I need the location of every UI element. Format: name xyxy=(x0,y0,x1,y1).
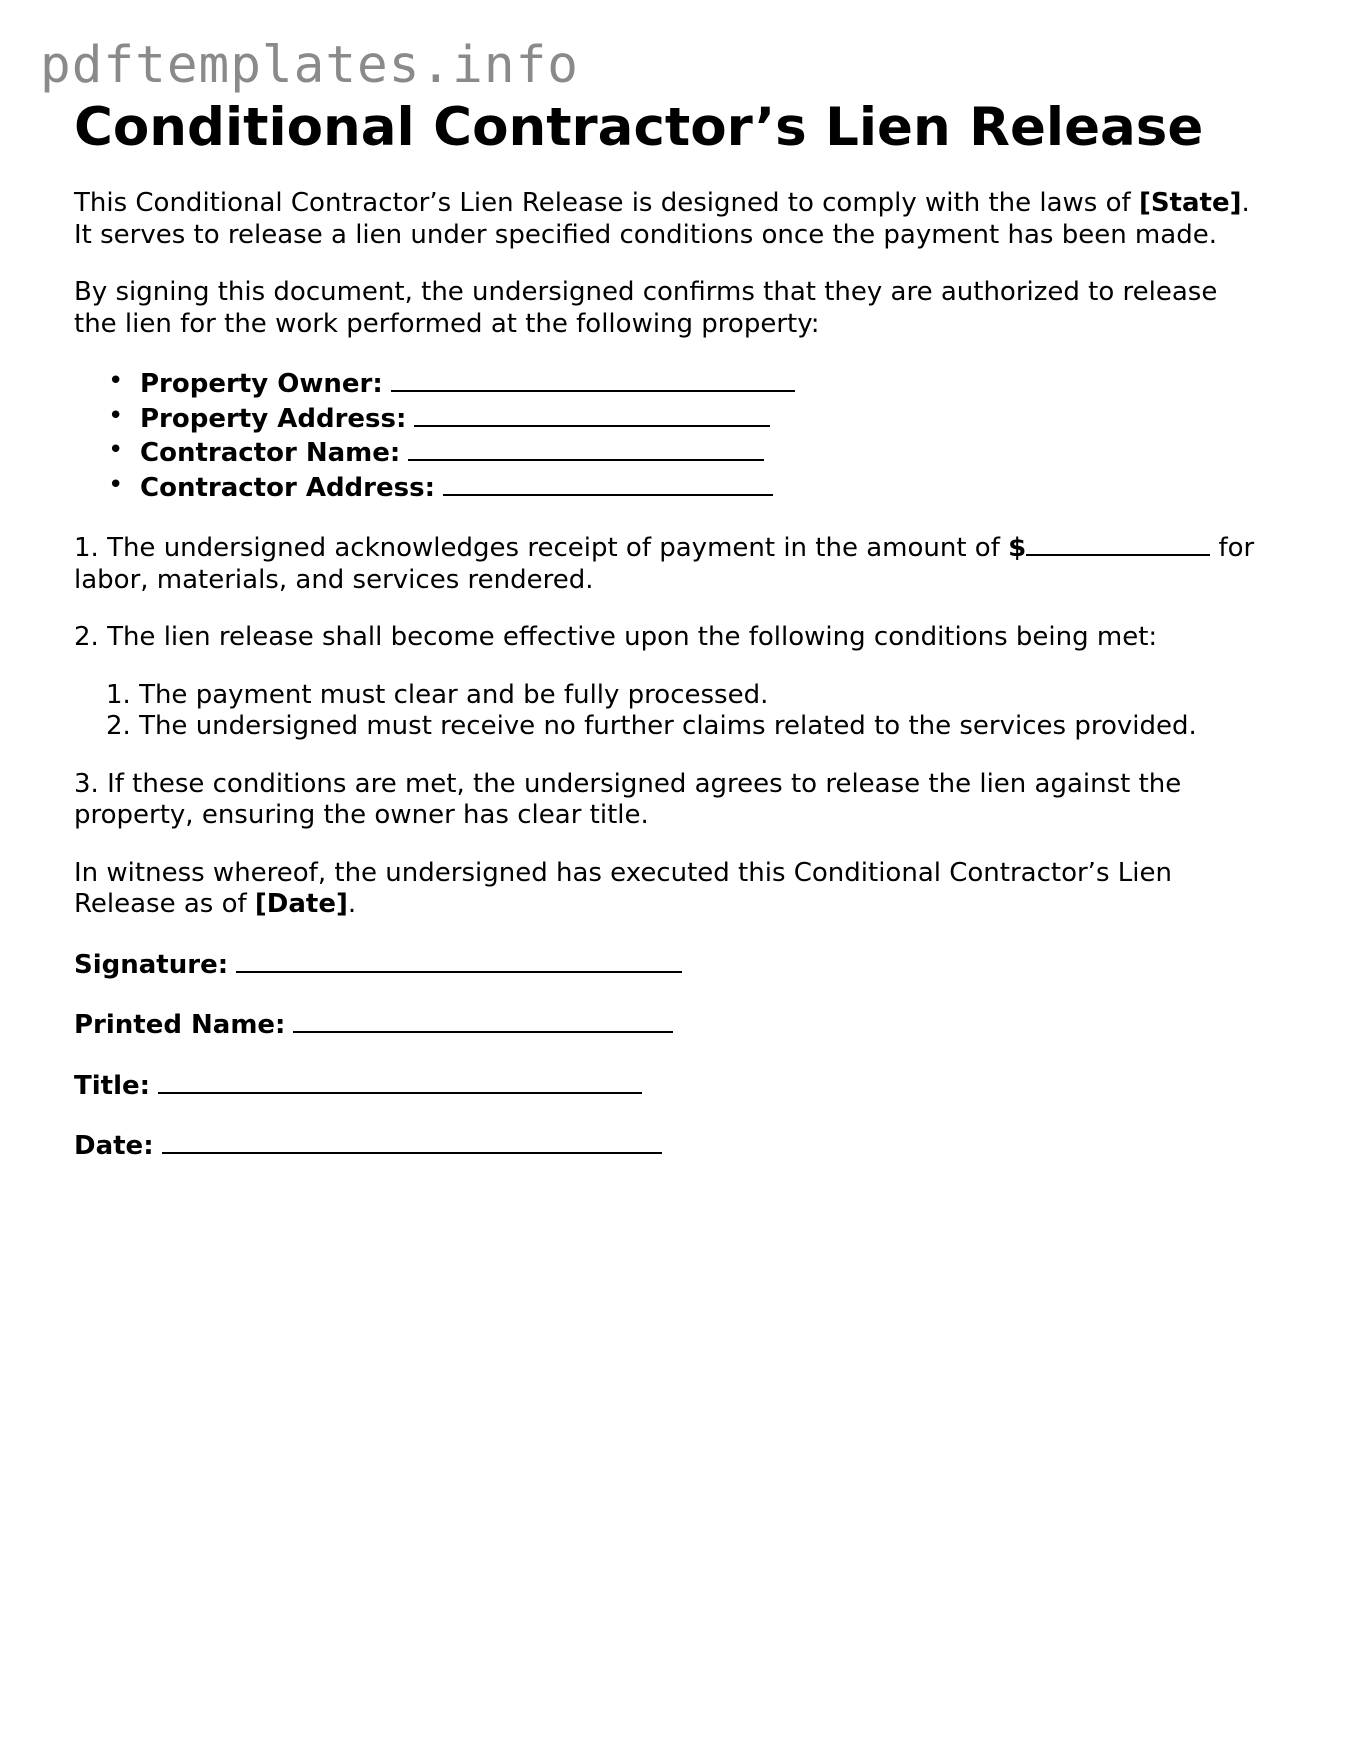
payment-amount-blank[interactable] xyxy=(1026,530,1210,556)
witness-paragraph xyxy=(74,858,1214,921)
contractor-address-label: Contractor Address: xyxy=(140,472,435,503)
signature-field[interactable] xyxy=(74,947,1294,982)
witness-text-end: . xyxy=(347,889,357,919)
contractor-name-field[interactable] xyxy=(140,435,1294,470)
title-label: Title: xyxy=(74,1070,151,1101)
condition-item: 2. The undersigned must receive no further claims related to the services provided. xyxy=(106,711,1197,741)
clause-2: 2. The lien release shall become effective upon the following conditions being met: xyxy=(74,622,1158,652)
witness-text: In witness whereof, the undersigned has executed this Conditional Contractor’s Lien Release as of xyxy=(74,857,1172,919)
contractor-address-blank[interactable] xyxy=(443,470,773,496)
intro-text-end: . xyxy=(1241,188,1250,218)
property-owner-label: Property Owner: xyxy=(140,369,383,399)
document-page xyxy=(74,96,1294,1163)
clause-1-text: 1. The undersigned acknowledges receipt of payment in the amount of xyxy=(74,533,1009,563)
property-fields-list xyxy=(74,366,1294,504)
property-address-blank[interactable] xyxy=(414,401,770,427)
intro-paragraph xyxy=(74,188,1294,251)
signature-label: Signature: xyxy=(74,949,229,980)
state-placeholder: [State] xyxy=(1138,188,1242,218)
date-blank[interactable] xyxy=(162,1128,662,1154)
contractor-name-label: Contractor Name: xyxy=(140,438,401,468)
currency-symbol: $ xyxy=(1008,533,1027,563)
property-address-label: Property Address: xyxy=(140,403,407,434)
document-title: Conditional Contractor’s Lien Release xyxy=(74,97,1204,158)
printed-name-field[interactable] xyxy=(74,1007,1294,1042)
intro-line2: It serves to release a lien under specified conditions once the payment has been made. xyxy=(74,219,1217,250)
title-field[interactable] xyxy=(74,1068,1294,1103)
clause-1-text-end: for labor, materials, and services rendered. xyxy=(74,533,1255,595)
property-owner-blank[interactable] xyxy=(391,366,795,392)
conditions-list xyxy=(74,680,1294,743)
contractor-name-blank[interactable] xyxy=(408,435,764,461)
clause-3: 3. If these conditions are met, the undersigned agrees to release the lien against the property, ensuring the owner has clear title. xyxy=(74,768,1182,830)
property-owner-field[interactable] xyxy=(140,366,1294,401)
clause-1 xyxy=(74,530,1274,596)
watermark: pdftemplates.info xyxy=(40,36,579,95)
date-field[interactable] xyxy=(74,1128,1294,1163)
date-placeholder: [Date] xyxy=(254,889,348,919)
contractor-address-field[interactable] xyxy=(140,470,1294,505)
condition-item: 1. The payment must clear and be fully processed. xyxy=(106,679,769,710)
signing-statement: By signing this document, the undersigned confirms that they are authorized to release the lien for the work performed at the following property: xyxy=(74,277,1218,339)
title-blank[interactable] xyxy=(158,1068,642,1094)
printed-name-blank[interactable] xyxy=(293,1007,673,1033)
printed-name-label: Printed Name: xyxy=(74,1010,286,1040)
date-label: Date: xyxy=(74,1131,154,1161)
intro-text: This Conditional Contractor’s Lien Release is designed to comply with the laws of xyxy=(74,188,1139,218)
property-address-field[interactable] xyxy=(140,401,1294,436)
signature-blank[interactable] xyxy=(236,947,682,973)
